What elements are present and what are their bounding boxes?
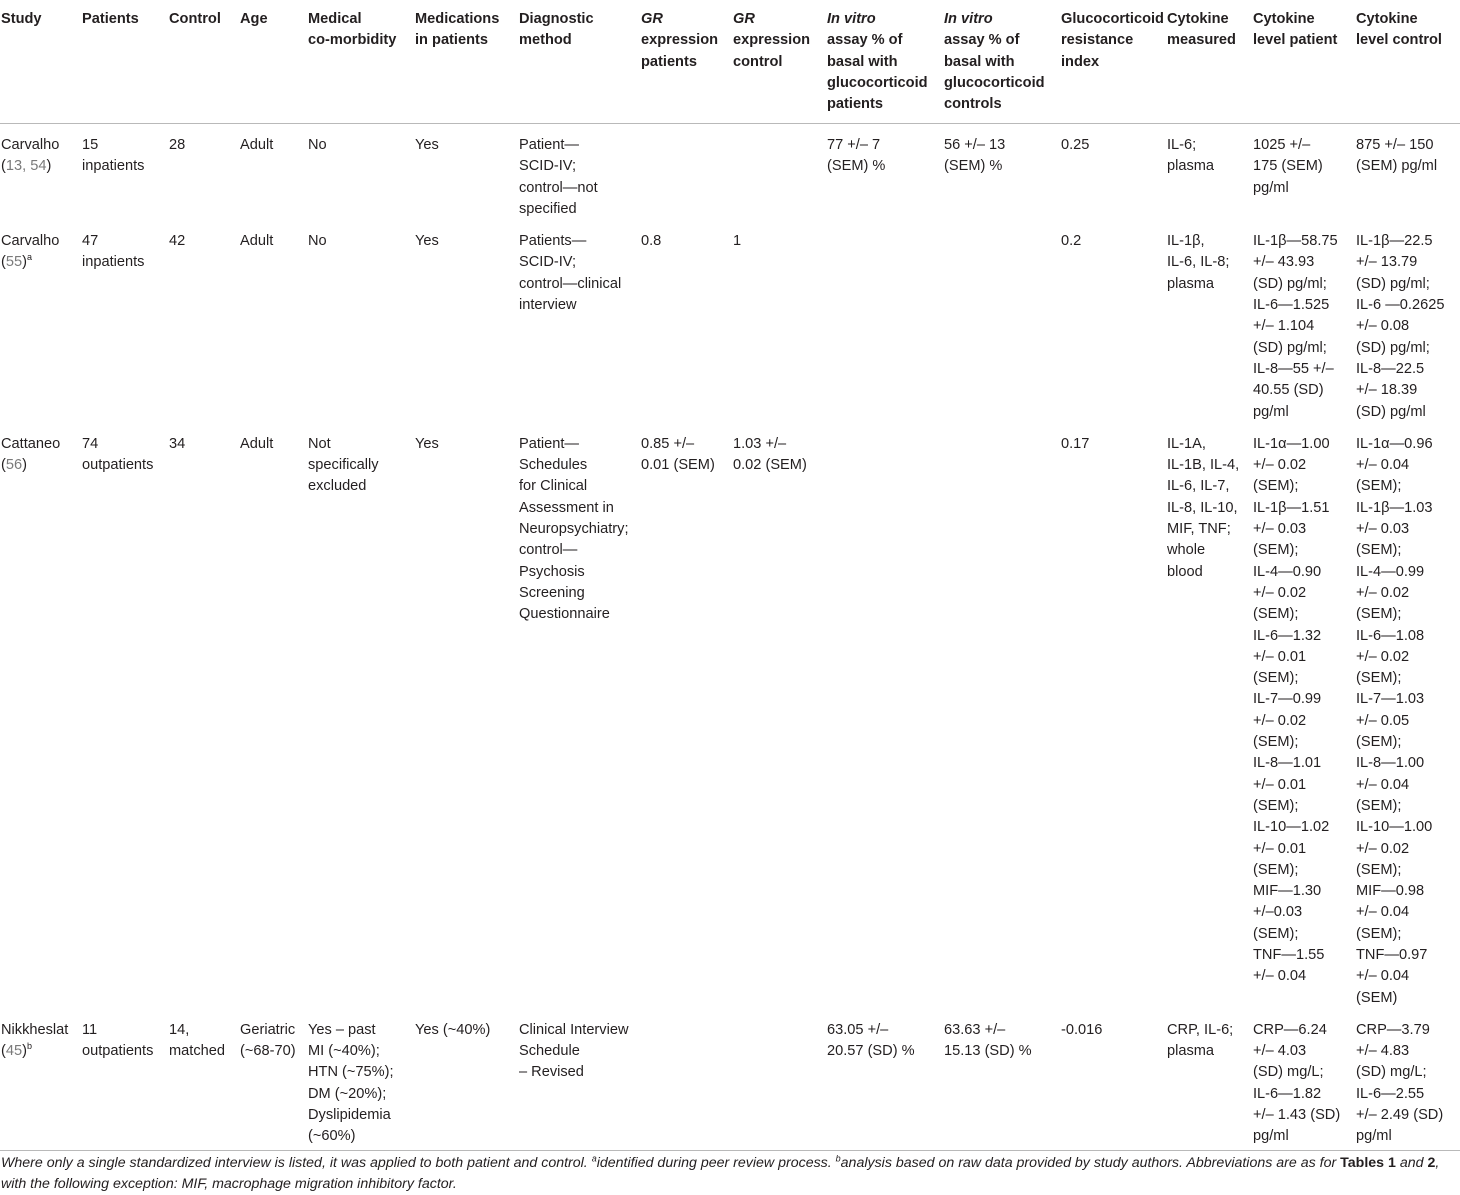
study-name: Cattaneo <box>1 435 61 452</box>
column-header-text: Age <box>240 11 268 27</box>
study-reference-link[interactable]: 55 <box>5 254 23 271</box>
table-cell: IL-1β—58.75 +/– 43.93 (SD) pg/ml; IL-6—1.525 +/– 1.104 (SD) pg/ml; IL-8—55 +/– 40.55 (SD) pg/ml <box>1253 233 1338 420</box>
table-cell: Patient— SCID-IV; control—not specified <box>519 137 598 217</box>
table-cell: No <box>308 137 327 153</box>
table-cell: 47 inpatients <box>82 233 145 271</box>
column-header <box>413 9 517 124</box>
table-cell: 875 +/– 150 (SEM) pg/ml <box>1356 137 1438 175</box>
table-cell: 0.8 <box>641 233 662 250</box>
table-cell: Patients— SCID-IV; control—clinical interview <box>519 233 622 314</box>
column-header <box>731 9 825 124</box>
study-cell: Nikkheslat $(45)^b$ <box>0 1009 80 1150</box>
table-row <box>0 220 1460 423</box>
column-header <box>1059 9 1165 124</box>
table-footnote: Where only a single standardized interview is listed, it was applied to both patient and control. $^a$identified during peer review process. $^b$analysis based on raw data provided by study authors. Abbreviations are as for Tables 1 and 2, with the following exception: MIF, macrophage migration inhibitory factor. <box>1 1152 1440 1192</box>
study-cell: Cattaneo (56) <box>1 435 61 474</box>
table-cell <box>639 124 731 221</box>
table-cell: Adult <box>240 137 274 153</box>
study-reference-link[interactable]: 45 <box>5 1043 23 1060</box>
table-cell <box>639 1009 731 1150</box>
table-cell: Yes <box>415 137 439 153</box>
table-cell: Clinical Interview Schedule – Revised <box>517 1009 639 1150</box>
column-header-text: expression patients <box>641 32 719 70</box>
table-cell: IL-1α—0.96 +/– 0.04 (SEM); IL-1β—1.03 +/– 0.03 (SEM); IL-4—0.99 +/– 0.02 (SEM); IL-6—1.08 +/– 0.02 (SEM); IL-7—1.03 +/– 0.05 (SEM); IL-8—1.00 +/– 0.04 (SEM); IL-10—1.00 +/– 0.02 (SEM); MIF—0.98 +/– 0.04 (SEM); TNF—0.97 +/– 0.04 (SEM) <box>1356 435 1433 1006</box>
table-cell: 0.25 <box>1061 137 1090 153</box>
column-header <box>1354 9 1460 124</box>
column-header-text: Control <box>169 11 221 27</box>
table-cell <box>942 423 1059 1009</box>
table-cell: CRP, IL-6; plasma <box>1165 1009 1251 1150</box>
table-cell: IL-1α—1.00 +/– 0.02 (SEM); IL-1β—1.51 +/– 0.03 (SEM); IL-4—0.90 +/– 0.02 (SEM); IL-6—1.32 +/– 0.01 (SEM); IL-7—0.99 +/– 0.02 (SEM); IL-8—1.01 +/– 0.01 (SEM); IL-10—1.02 +/– 0.01 (SEM); MIF—1.30 +/–0.03 (SEM); TNF—1.55 +/– 0.04 <box>1253 435 1330 985</box>
table-cell <box>825 423 942 1009</box>
column-header <box>238 9 306 124</box>
table-cell: Geriatric (~68-70) <box>238 1009 306 1150</box>
study-name: Carvalho <box>1 137 60 153</box>
table-cell: IL-6; plasma <box>1167 137 1215 175</box>
column-header-text: Cytokine level patient <box>1253 11 1338 49</box>
table-cell: 63.05 +/– 20.57 (SD) % <box>825 1009 942 1150</box>
header-row <box>0 9 1460 124</box>
table-cell: 0.2 <box>1061 233 1082 250</box>
study-name: Nikkheslat <box>1 1021 69 1038</box>
table-cell: Adult <box>240 435 274 452</box>
table-cell: -0.016 <box>1059 1009 1165 1150</box>
table-cell: Patient— Schedules for Clinical Assessment in Neuropsychiatry; control— Psychosis Screening Questionnaire <box>519 435 629 623</box>
table-cell <box>731 1009 825 1150</box>
column-header-text: Cytokine measured <box>1167 11 1236 49</box>
table-cell: 1025 +/– 175 (SEM) pg/ml <box>1253 137 1323 196</box>
study-cell: Carvalho (13, 54) <box>1 137 60 175</box>
table-header <box>0 9 1460 124</box>
table-cell: 0.85 +/– 0.01 (SEM) <box>641 435 715 474</box>
column-header-text: assay % of basal with glucocorticoid patients <box>827 32 928 113</box>
table-row <box>0 423 1460 1009</box>
column-header-text: expression control <box>733 32 811 70</box>
column-header-text: Patients <box>82 11 139 27</box>
column-header-text: Glucocorticoid resistance index <box>1061 11 1164 70</box>
column-header-italic: GR <box>641 11 663 27</box>
column-header-italic: In vitro <box>944 11 993 27</box>
column-header-italic: In vitro <box>827 11 876 27</box>
column-header <box>0 9 80 124</box>
study-reference-link[interactable]: 56 <box>5 457 23 474</box>
column-header <box>825 9 942 124</box>
column-header <box>80 9 167 124</box>
study-reference-link[interactable]: 13, 54 <box>5 158 47 175</box>
column-header-text: Study <box>1 11 42 27</box>
table-cell: 1.03 +/– 0.02 (SEM) <box>733 435 807 474</box>
table-cell: No <box>308 233 327 250</box>
table-cell: CRP—3.79 +/– 4.83 (SD) mg/L; IL-6—2.55 +/– 2.49 (SD) pg/ml <box>1354 1009 1460 1150</box>
table-cell <box>731 124 825 221</box>
table-cell: IL-1β, IL-6, IL-8; plasma <box>1167 233 1230 292</box>
data-table <box>0 9 1460 1151</box>
table-cell: IL-1A, IL-1B, IL-4, IL-6, IL-7, IL-8, IL-10, MIF, TNF; whole blood <box>1167 435 1240 580</box>
column-header <box>167 9 238 124</box>
column-header <box>517 9 639 124</box>
table-row <box>0 124 1460 221</box>
table-row <box>0 1009 1460 1150</box>
column-header-italic: GR <box>733 11 755 27</box>
table-cell: 0.17 <box>1061 435 1090 452</box>
study-footnote-marker: b <box>26 1041 32 1052</box>
table-cell: 14, matched <box>167 1009 238 1150</box>
table-cell: Yes <box>415 233 439 250</box>
table-cell <box>825 220 942 423</box>
table-cell: Adult <box>240 233 274 250</box>
table-cell: Yes <box>415 435 439 452</box>
table-cell: 42 <box>169 233 186 250</box>
table-cell: 28 <box>169 137 186 153</box>
table-cell: 56 +/– 13 (SEM) % <box>944 137 1006 175</box>
column-header-text: assay % of basal with glucocorticoid controls <box>944 32 1045 113</box>
column-header <box>306 9 413 124</box>
table-cell: 34 <box>169 435 186 452</box>
study-name: Carvalho <box>1 233 60 250</box>
table-cell: 11 outpatients <box>80 1009 167 1150</box>
table-cell: IL-1β—22.5 +/– 13.79 (SD) pg/ml; IL-6 —0.2625 +/– 0.08 (SD) pg/ml; IL-8—22.5 +/– 18.39 (SD) pg/ml <box>1356 233 1445 420</box>
study-cell: Carvalho $(55)^a$ <box>1 233 60 271</box>
column-header-text: Medications in patients <box>415 11 500 49</box>
column-header-text: Medical co-morbidity <box>308 11 397 49</box>
column-header <box>1165 9 1251 124</box>
column-header <box>942 9 1059 124</box>
table-cell: 1 <box>733 233 742 250</box>
column-header-text: Cytokine level control <box>1356 11 1442 49</box>
table-cell <box>942 220 1059 423</box>
column-header <box>1251 9 1354 124</box>
table-cell: 74 outpatients <box>82 435 154 474</box>
table-cell: Yes (~40%) <box>413 1009 517 1150</box>
table-cell: CRP—6.24 +/– 4.03 (SD) mg/L; IL-6—1.82 +/– 1.43 (SD) pg/ml <box>1251 1009 1354 1150</box>
study-footnote-marker: a <box>26 252 32 263</box>
column-header-text: Diagnostic method <box>519 11 594 49</box>
table-body <box>0 124 1460 1151</box>
table-cell: 15 inpatients <box>82 137 145 175</box>
table-cell: Not specifically excluded <box>308 435 379 495</box>
table-cell: 63.63 +/– 15.13 (SD) % <box>942 1009 1059 1150</box>
table-cell: Yes – past MI (~40%); HTN (~75%); DM (~20%); Dyslipidemia (~60%) <box>306 1009 413 1150</box>
table-cell: 77 +/– 7 (SEM) % <box>827 137 886 175</box>
column-header <box>639 9 731 124</box>
